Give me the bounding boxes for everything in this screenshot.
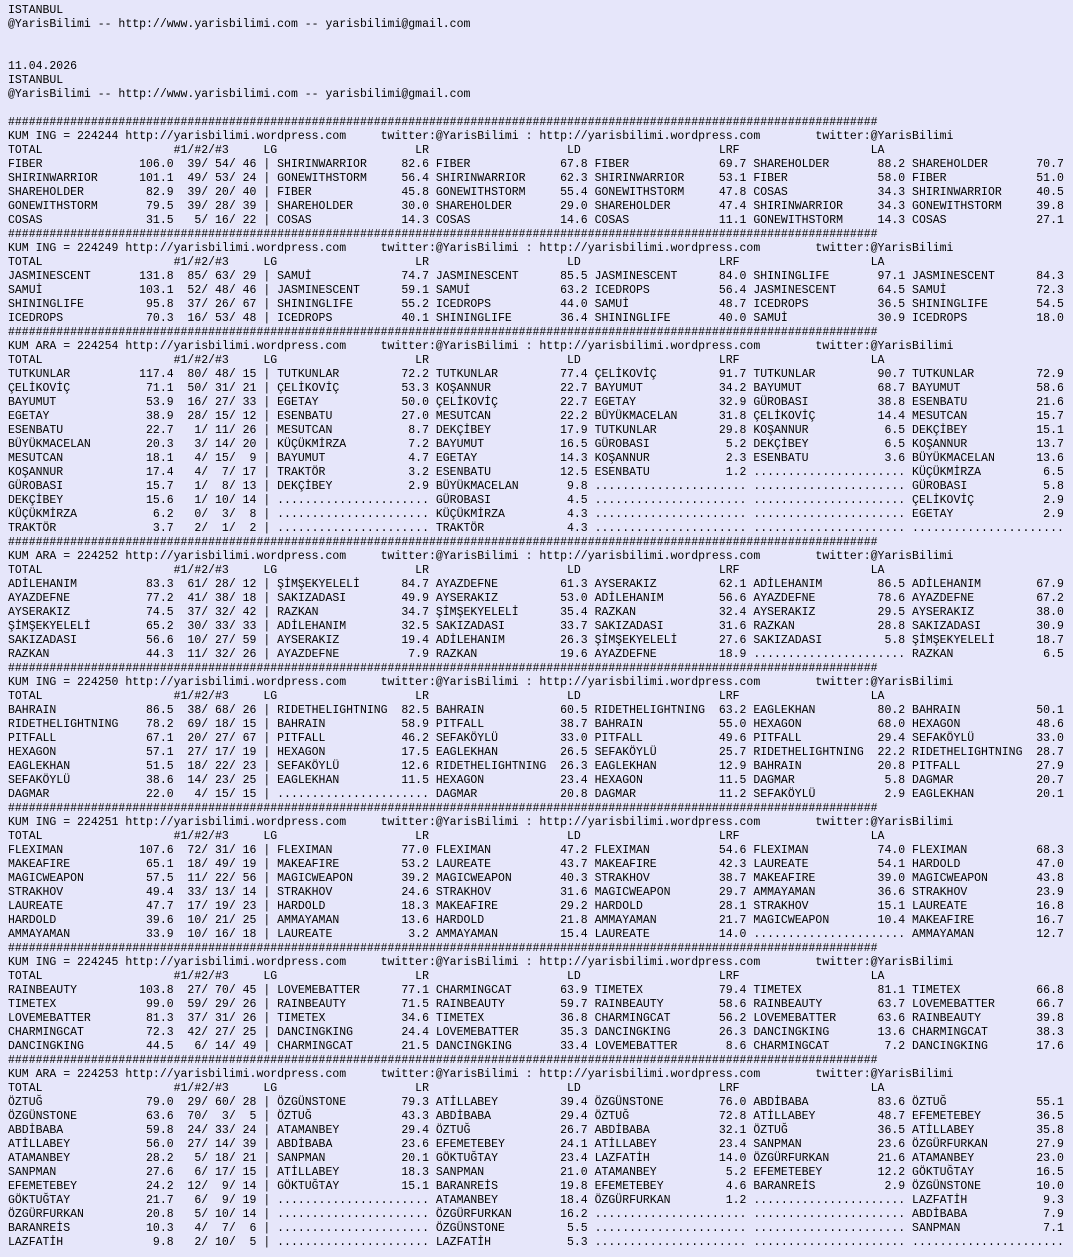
report-line: DANCINGKING 44.5 6/ 14/ 49 | CHARMINGCAT 21.5 DANCINGKING 33.4 LOVEMEBATTER 8.6 CHARMINGCAT 7.2 DANCINGKING 17.6 (8, 1040, 1064, 1053)
report-line: HARDOLD 39.6 10/ 21/ 25 | AMMAYAMAN 13.6 HARDOLD 21.8 AMMAYAMAN 21.7 MAGICWEAPON 10.4 MAKEAFIRE 16.7 (8, 914, 1064, 927)
report-line: ESENBATU 22.7 1/ 11/ 26 | MESUTCAN 8.7 DEKÇİBEY 17.9 TUTKUNLAR 29.8 KOŞANNUR 6.5 DEKÇİBEY 15.1 (8, 424, 1064, 437)
report-line: LOVEMEBATTER 81.3 37/ 31/ 26 | TIMETEX 34.6 TIMETEX 36.8 CHARMINGCAT 56.2 LOVEMEBATTER 63.6 RAINBEAUTY 39.8 (8, 1012, 1064, 1025)
report-line: CHARMINGCAT 72.3 42/ 27/ 25 | DANCINGKING 24.4 LOVEMEBATTER 35.3 DANCINGKING 26.3 DANCINGKING 13.6 CHARMINGCAT 38.3 (8, 1026, 1064, 1039)
report-line: MESUTCAN 18.1 4/ 15/ 9 | BAYUMUT 4.7 EGETAY 14.3 KOŞANNUR 2.3 ESENBATU 3.6 BÜYÜKMACELAN 13.6 (8, 452, 1064, 465)
race-header-line: KUM ING = 224249 http://yarisbilimi.wordpress.com twitter:@YarisBilimi : http://yarisbilimi.wordpress.com twitter:@YarisBilimi (8, 242, 954, 255)
report-line: ATİLLABEY 56.0 27/ 14/ 39 | ABDİBABA 23.6 EFEMETEBEY 24.1 ATİLLABEY 23.4 SANPMAN 23.6 ÖZGÜRFURKAN 27.9 (8, 1138, 1064, 1151)
report-line: AYAZDEFNE 77.2 41/ 38/ 18 | SAKIZADASI 49.9 AYSERAKIZ 53.0 ADİLEHANIM 56.6 AYAZDEFNE 78.6 AYAZDEFNE 67.2 (8, 592, 1064, 605)
report-line: DAGMAR 22.0 4/ 15/ 15 | ...................... DAGMAR 20.8 DAGMAR 11.2 SEFAKÖYLÜ 2.9 EAGLEKHAN 20.1 (8, 788, 1064, 801)
report-line: RAINBEAUTY 103.8 27/ 70/ 45 | LOVEMEBATTER 77.1 CHARMINGCAT 63.9 TIMETEX 79.4 TIMETEX 81.1 TIMETEX 66.8 (8, 984, 1064, 997)
separator-line: ############################################################################################################################## (8, 326, 878, 339)
report-line: SHIRINWARRIOR 101.1 49/ 53/ 24 | GONEWITHSTORM 56.4 SHIRINWARRIOR 62.3 SHIRINWARRIOR 53.1 FIBER 58.0 FIBER 51.0 (8, 172, 1064, 185)
report-line: FIBER 106.0 39/ 54/ 46 | SHIRINWARRIOR 82.6 FIBER 67.8 FIBER 69.7 SHAREHOLDER 88.2 SHAREHOLDER 70.7 (8, 158, 1064, 171)
report-line: SHAREHOLDER 82.9 39/ 20/ 40 | FIBER 45.8 GONEWITHSTORM 55.4 GONEWITHSTORM 47.8 COSAS 34.3 SHIRINWARRIOR 40.5 (8, 186, 1064, 199)
report-line: LAZFATİH 9.8 2/ 10/ 5 | ...................... LAZFATİH 5.3 ...................... ...................... ...................... (8, 1236, 1064, 1249)
blank-line (8, 102, 1073, 116)
race-header-line: KUM ING = 224250 http://yarisbilimi.wordpress.com twitter:@YarisBilimi : http://yarisbilimi.wordpress.com twitter:@YarisBilimi (8, 676, 954, 689)
column-header-line: TOTAL #1/#2/#3 LG LR LD LRF LA (8, 144, 885, 157)
column-header-line: TOTAL #1/#2/#3 LG LR LD LRF LA (8, 970, 885, 983)
separator-line: ############################################################################################################################## (8, 1054, 878, 1067)
separator-line: ############################################################################################################################## (8, 662, 878, 675)
separator-line: ############################################################################################################################## (8, 942, 878, 955)
report-line: ICEDROPS 70.3 16/ 53/ 48 | ICEDROPS 40.1 SHININGLIFE 36.4 SHININGLIFE 40.0 SAMUİ 30.9 ICEDROPS 18.0 (8, 312, 1064, 325)
separator-line: ############################################################################################################################## (8, 802, 878, 815)
blank-line (8, 46, 1073, 60)
separator-line: ############################################################################################################################## (8, 536, 878, 549)
race-header-line: KUM ARA = 224252 http://yarisbilimi.wordpress.com twitter:@YarisBilimi : http://yarisbilimi.wordpress.com twitter:@YarisBilimi (8, 550, 954, 563)
report-line: EGETAY 38.9 28/ 15/ 12 | ESENBATU 27.0 MESUTCAN 22.2 BÜYÜKMACELAN 31.8 ÇELİKOVİÇ 14.4 MESUTCAN 15.7 (8, 410, 1064, 423)
report-line: @YarisBilimi -- http://www.yarisbilimi.com -- yarisbilimi@gmail.com (8, 88, 471, 101)
report-line: BAYUMUT 53.9 16/ 27/ 33 | EGETAY 50.0 ÇELİKOVİÇ 22.7 EGETAY 32.9 GÜROBASI 38.8 ESENBATU 21.6 (8, 396, 1064, 409)
report-line: SAKIZADASI 56.6 10/ 27/ 59 | AYSERAKIZ 19.4 ADİLEHANIM 26.3 ŞİMŞEKYELELİ 27.6 SAKIZADASI 5.8 ŞİMŞEKYELELİ 18.7 (8, 634, 1064, 647)
report-line: ÖZGÜNSTONE 63.6 70/ 3/ 5 | ÖZTUĞ 43.3 ABDİBABA 29.4 ÖZTUĞ 72.8 ATİLLABEY 48.7 EFEMETEBEY 36.5 (8, 1110, 1064, 1123)
report-line: SHININGLIFE 95.8 37/ 26/ 67 | SHININGLIFE 55.2 ICEDROPS 44.0 SAMUİ 48.7 ICEDROPS 36.5 SHININGLIFE 54.5 (8, 298, 1064, 311)
report-line: 11.04.2026 (8, 60, 78, 73)
blank-line (8, 32, 1073, 46)
report-line: STRAKHOV 49.4 33/ 13/ 14 | STRAKHOV 24.6 STRAKHOV 31.6 MAGICWEAPON 29.7 AMMAYAMAN 36.6 STRAKHOV 23.9 (8, 886, 1064, 899)
report-line: AMMAYAMAN 33.9 10/ 16/ 18 | LAUREATE 3.2 AMMAYAMAN 15.4 LAUREATE 14.0 ...................... AMMAYAMAN 12.7 (8, 928, 1064, 941)
report-line: ISTANBUL (8, 4, 64, 17)
report-line: COSAS 31.5 5/ 16/ 22 | COSAS 14.3 COSAS 14.6 COSAS 11.1 GONEWITHSTORM 14.3 COSAS 27.1 (8, 214, 1064, 227)
report-line: SAMUİ 103.1 52/ 48/ 46 | JASMINESCENT 59.1 SAMUİ 63.2 ICEDROPS 56.4 JASMINESCENT 64.5 SAMUİ 72.3 (8, 284, 1064, 297)
report-line: DEKÇİBEY 15.6 1/ 10/ 14 | ...................... GÜROBASI 4.5 ...................... ...................... ÇELİKOVİÇ 2.9 (8, 494, 1064, 507)
report-line: MAKEAFIRE 65.1 18/ 49/ 19 | MAKEAFIRE 53.2 LAUREATE 43.7 MAKEAFIRE 42.3 LAUREATE 54.1 HARDOLD 47.0 (8, 858, 1064, 871)
column-header-line: TOTAL #1/#2/#3 LG LR LD LRF LA (8, 354, 885, 367)
column-header-line: TOTAL #1/#2/#3 LG LR LD LRF LA (8, 564, 885, 577)
column-header-line: TOTAL #1/#2/#3 LG LR LD LRF LA (8, 256, 885, 269)
report-line: KÜÇÜKMİRZA 6.2 0/ 3/ 8 | ...................... KÜÇÜKMİRZA 4.3 ...................... ...................... EGETAY 2.9 (8, 508, 1064, 521)
report-line: BAHRAIN 86.5 38/ 68/ 26 | RIDETHELIGHTNING 82.5 BAHRAIN 60.5 RIDETHELIGHTNING 63.2 EAGLEKHAN 80.2 BAHRAIN 50.1 (8, 704, 1064, 717)
report-line: ÖZTUĞ 79.0 29/ 60/ 28 | ÖZGÜNSTONE 79.3 ATİLLABEY 39.4 ÖZGÜNSTONE 76.0 ABDİBABA 83.6 ÖZTUĞ 55.1 (8, 1096, 1064, 1109)
report-line: GÖKTUĞTAY 21.7 6/ 9/ 19 | ...................... ATAMANBEY 18.4 ÖZGÜRFURKAN 1.2 ...................... LAZFATİH 9.3 (8, 1194, 1064, 1207)
report-line: ATAMANBEY 28.2 5/ 18/ 21 | SANPMAN 20.1 GÖKTUĞTAY 23.4 LAZFATİH 14.0 ÖZGÜRFURKAN 21.6 ATAMANBEY 23.0 (8, 1152, 1064, 1165)
report-line: GÜROBASI 15.7 1/ 8/ 13 | DEKÇİBEY 2.9 BÜYÜKMACELAN 9.8 ...................... ...................... GÜROBASI 5.8 (8, 480, 1064, 493)
race-header-line: KUM ING = 224251 http://yarisbilimi.wordpress.com twitter:@YarisBilimi : http://yarisbilimi.wordpress.com twitter:@YarisBilimi (8, 816, 954, 829)
report-line: ISTANBUL (8, 74, 64, 87)
report-line: HEXAGON 57.1 27/ 17/ 19 | HEXAGON 17.5 EAGLEKHAN 26.5 SEFAKÖYLÜ 25.7 RIDETHELIGHTNING 22.2 RIDETHELIGHTNING 28.7 (8, 746, 1064, 759)
report-line: @YarisBilimi -- http://www.yarisbilimi.com -- yarisbilimi@gmail.com (8, 18, 471, 31)
report-line: ADİLEHANIM 83.3 61/ 28/ 12 | ŞİMŞEKYELELİ 84.7 AYAZDEFNE 61.3 AYSERAKIZ 62.1 ADİLEHANIM 86.5 ADİLEHANIM 67.9 (8, 578, 1064, 591)
report-line: EFEMETEBEY 24.2 12/ 9/ 14 | GÖKTUĞTAY 15.1 BARANREİS 19.8 EFEMETEBEY 4.6 BARANREİS 2.9 ÖZGÜNSTONE 10.0 (8, 1180, 1064, 1193)
report-line: EAGLEKHAN 51.5 18/ 22/ 23 | SEFAKÖYLÜ 12.6 RIDETHELIGHTNING 26.3 EAGLEKHAN 12.9 BAHRAIN 20.8 PITFALL 27.9 (8, 760, 1064, 773)
separator-line: ############################################################################################################################## (8, 116, 878, 129)
race-header-line: KUM ING = 224244 http://yarisbilimi.wordpress.com twitter:@YarisBilimi : http://yarisbilimi.wordpress.com twitter:@YarisBilimi (8, 130, 954, 143)
race-header-line: KUM ARA = 224254 http://yarisbilimi.wordpress.com twitter:@YarisBilimi : http://yarisbilimi.wordpress.com twitter:@YarisBilimi (8, 340, 954, 353)
report-line: KOŞANNUR 17.4 4/ 7/ 17 | TRAKTÖR 3.2 ESENBATU 12.5 ESENBATU 1.2 ...................... KÜÇÜKMİRZA 6.5 (8, 466, 1064, 479)
report-line: SEFAKÖYLÜ 38.6 14/ 23/ 25 | EAGLEKHAN 11.5 HEXAGON 23.4 HEXAGON 11.5 DAGMAR 5.8 DAGMAR 20.7 (8, 774, 1064, 787)
report-line: TRAKTÖR 3.7 2/ 1/ 2 | ...................... TRAKTÖR 4.3 ...................... ...................... ...................... (8, 522, 1064, 535)
report-line: TUTKUNLAR 117.4 80/ 48/ 15 | TUTKUNLAR 72.2 TUTKUNLAR 77.4 ÇELİKOVİÇ 91.7 TUTKUNLAR 90.7 TUTKUNLAR 72.9 (8, 368, 1064, 381)
report-line: MAGICWEAPON 57.5 11/ 22/ 56 | MAGICWEAPON 39.2 MAGICWEAPON 40.3 STRAKHOV 38.7 MAKEAFIRE 39.0 MAGICWEAPON 43.8 (8, 872, 1064, 885)
report-line: SANPMAN 27.6 6/ 17/ 15 | ATİLLABEY 18.3 SANPMAN 21.0 ATAMANBEY 5.2 EFEMETEBEY 12.2 GÖKTUĞTAY 16.5 (8, 1166, 1064, 1179)
report-line: GONEWITHSTORM 79.5 39/ 28/ 39 | SHAREHOLDER 30.0 SHAREHOLDER 29.0 SHAREHOLDER 47.4 SHIRINWARRIOR 34.3 GONEWITHSTORM 39.8 (8, 200, 1064, 213)
report-line: ABDİBABA 59.8 24/ 33/ 24 | ATAMANBEY 29.4 ÖZTUĞ 26.7 ABDİBABA 32.1 ÖZTUĞ 36.5 ATİLLABEY 35.8 (8, 1124, 1064, 1137)
report-line: ÇELİKOVİÇ 71.1 50/ 31/ 21 | ÇELİKOVİÇ 53.3 KOŞANNUR 22.7 BAYUMUT 34.2 BAYUMUT 68.7 BAYUMUT 58.6 (8, 382, 1064, 395)
column-header-line: TOTAL #1/#2/#3 LG LR LD LRF LA (8, 1082, 885, 1095)
report-line: ÖZGÜRFURKAN 20.8 5/ 10/ 14 | ...................... ÖZGÜRFURKAN 16.2 ...................... ...................... ABDİBABA 7.9 (8, 1208, 1064, 1221)
report-line: RIDETHELIGHTNING 78.2 69/ 18/ 15 | BAHRAIN 58.9 PITFALL 38.7 BAHRAIN 55.0 HEXAGON 68.0 HEXAGON 48.6 (8, 718, 1064, 731)
report-line: ŞİMŞEKYELELİ 65.2 30/ 33/ 33 | ADİLEHANIM 32.5 SAKIZADASI 33.7 SAKIZADASI 31.6 RAZKAN 28.8 SAKIZADASI 30.9 (8, 620, 1064, 633)
report-line: JASMINESCENT 131.8 85/ 63/ 29 | SAMUİ 74.7 JASMINESCENT 85.5 JASMINESCENT 84.0 SHININGLIFE 97.1 JASMINESCENT 84.3 (8, 270, 1064, 283)
report-line: FLEXIMAN 107.6 72/ 31/ 16 | FLEXIMAN 77.0 FLEXIMAN 47.2 FLEXIMAN 54.6 FLEXIMAN 74.0 FLEXIMAN 68.3 (8, 844, 1064, 857)
column-header-line: TOTAL #1/#2/#3 LG LR LD LRF LA (8, 690, 885, 703)
report-line: RAZKAN 44.3 11/ 32/ 26 | AYAZDEFNE 7.9 RAZKAN 19.6 AYAZDEFNE 18.9 ...................... RAZKAN 6.5 (8, 648, 1064, 661)
report-line: TIMETEX 99.0 59/ 29/ 26 | RAINBEAUTY 71.5 RAINBEAUTY 59.7 RAINBEAUTY 58.6 RAINBEAUTY 63.7 LOVEMEBATTER 66.7 (8, 998, 1064, 1011)
race-header-line: KUM ARA = 224253 http://yarisbilimi.wordpress.com twitter:@YarisBilimi : http://yarisbilimi.wordpress.com twitter:@YarisBilimi (8, 1068, 954, 1081)
separator-line: ############################################################################################################################## (8, 228, 878, 241)
report-line: PITFALL 67.1 20/ 27/ 67 | PITFALL 46.2 SEFAKÖYLÜ 33.0 PITFALL 49.6 PITFALL 29.4 SEFAKÖYLÜ 33.0 (8, 732, 1064, 745)
race-header-line: KUM ING = 224245 http://yarisbilimi.wordpress.com twitter:@YarisBilimi : http://yarisbilimi.wordpress.com twitter:@YarisBilimi (8, 956, 954, 969)
report-line: AYSERAKIZ 74.5 37/ 32/ 42 | RAZKAN 34.7 ŞİMŞEKYELELİ 35.4 RAZKAN 32.4 AYSERAKIZ 29.5 AYSERAKIZ 38.0 (8, 606, 1064, 619)
column-header-line: TOTAL #1/#2/#3 LG LR LD LRF LA (8, 830, 885, 843)
report-line: LAUREATE 47.7 17/ 19/ 23 | HARDOLD 18.3 MAKEAFIRE 29.2 HARDOLD 28.1 STRAKHOV 15.1 LAUREATE 16.8 (8, 900, 1064, 913)
report-line: BÜYÜKMACELAN 20.3 3/ 14/ 20 | KÜÇÜKMİRZA 7.2 BAYUMUT 16.5 GÜROBASI 5.2 DEKÇİBEY 6.5 KOŞANNUR 13.7 (8, 438, 1064, 451)
report-line: BARANREİS 10.3 4/ 7/ 6 | ...................... ÖZGÜNSTONE 5.5 ...................... ...................... SANPMAN 7.1 (8, 1222, 1064, 1235)
